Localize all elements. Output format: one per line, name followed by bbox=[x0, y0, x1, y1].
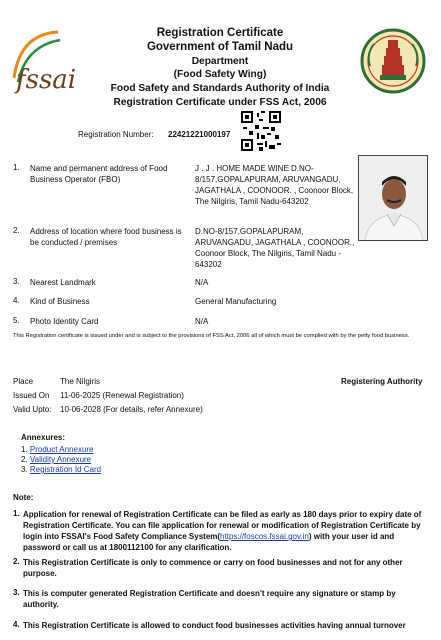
note-1-number: 1. bbox=[13, 509, 20, 518]
note-4-number: 4. bbox=[13, 620, 20, 629]
annexure-item-1 bbox=[21, 445, 94, 454]
disclaimer-text: This Registration certificate is issued under and is subject to the provisions of FSS Act, 2006 all of which must be complied with by the petty food business. bbox=[13, 333, 410, 339]
note-1-text bbox=[23, 509, 430, 553]
valid-upto-label: Valid Upto: bbox=[13, 405, 52, 414]
place-value: The Nilgiris bbox=[60, 377, 101, 386]
note-2-text: This Registration Certificate is only to commence or carry on food businesses and not for any other purpose. bbox=[23, 558, 403, 578]
row-2-number: 2. bbox=[13, 226, 20, 235]
tamil-nadu-emblem-icon bbox=[360, 26, 426, 96]
row-5-number: 5. bbox=[13, 316, 20, 325]
registration-id-card-link[interactable]: Registration Id Card bbox=[29, 465, 102, 474]
foscos-link[interactable]: https://foscos.fssai.gov.in bbox=[220, 532, 309, 541]
row-4-number: 4. bbox=[13, 296, 20, 305]
annexure-number: 2. bbox=[21, 455, 28, 464]
validity-annexure-link[interactable]: Validity Annexure bbox=[29, 455, 92, 464]
valid-upto-value: 10-06-2028 (For details, refer Annexure) bbox=[60, 405, 203, 414]
fssai-logo bbox=[10, 26, 80, 96]
note-4-text: This Registration Certificate is allowed to conduct food businesses activities having annual turnover bbox=[23, 621, 406, 630]
annexure-item-3 bbox=[21, 465, 101, 474]
row-1-number: 1. bbox=[13, 163, 20, 172]
annexures-title: Annexures: bbox=[21, 433, 66, 442]
row-3-number: 3. bbox=[13, 277, 20, 286]
photo-id-value: N/A bbox=[195, 317, 209, 326]
registering-authority: Registering Authority bbox=[341, 377, 423, 386]
business-kind-label: Kind of Business bbox=[30, 297, 90, 306]
landmark-label: Nearest Landmark bbox=[30, 278, 96, 287]
authority-name: Food Safety and Standards Authority of India bbox=[110, 83, 330, 94]
annexure-number: 3. bbox=[21, 465, 28, 474]
fbo-name-label: Name and permanent address of Food Business Operator (FBO) bbox=[30, 164, 168, 184]
fbo-photo bbox=[358, 155, 428, 241]
registration-number: 22421221000197 bbox=[168, 130, 231, 139]
note-2-number: 2. bbox=[13, 557, 20, 566]
note-title: Note: bbox=[13, 493, 34, 502]
qr-code-icon bbox=[241, 111, 281, 151]
act-label: Registration Certificate under FSS Act, 2006 bbox=[113, 97, 327, 108]
note-3-text: This is computer generated Registration Certificate and doesn't require any signature or stamp by authority. bbox=[23, 589, 396, 609]
note-1-text-after: ) with your user id and password or call us at 1800112100 for any clarification. bbox=[23, 532, 395, 552]
annexure-item-2 bbox=[21, 455, 91, 464]
svg-text:fssai: fssai bbox=[16, 65, 77, 95]
annexure-number: 1. bbox=[21, 445, 28, 454]
wing-label: (Food Safety Wing) bbox=[173, 69, 267, 80]
premises-label: Address of location where food business is be conducted / premises bbox=[30, 227, 182, 247]
place-label: Place bbox=[13, 377, 34, 386]
issued-on-value: 11-06-2025 (Renewal Registration) bbox=[60, 391, 184, 400]
photo-id-label: Photo Identity Card bbox=[30, 317, 99, 326]
government-name: Government of Tamil Nadu bbox=[146, 41, 294, 53]
note-1-text-before: Application for renewal of Registration Certificate can be filed as early as 180 days prior to expiry date of Registration Certificate. You can file application for renewal or modification of Registration Certificate by login into FSSAI's Food Safety Compliance System( bbox=[23, 510, 422, 541]
business-kind-value: General Manufacturing bbox=[195, 297, 277, 306]
department-label: Department bbox=[191, 56, 249, 67]
fbo-name-value: J . J . HOME MADE WINE D.NO-8/157,GOPALAPURAM, ARUVANGADU, JAGATHALA , COONOOR. , Coonoor Block, The Nilgiris, Tamil Nadu-643202 bbox=[195, 164, 354, 206]
landmark-value: N/A bbox=[195, 278, 209, 287]
certificate-title: Registration Certificate bbox=[156, 27, 284, 39]
registration-number-label: Registration Number: bbox=[78, 130, 154, 139]
premises-value: D.NO-8/157,GOPALAPURAM, ARUVANGADU, JAGATHALA , COONOOR., Coonoor Block, The Nilgiris, Tamil Nadu - 643202 bbox=[195, 227, 355, 269]
note-3-number: 3. bbox=[13, 588, 20, 597]
issued-on-label: Issued On bbox=[13, 391, 50, 400]
product-annexure-link[interactable]: Product Annexure bbox=[29, 445, 94, 454]
